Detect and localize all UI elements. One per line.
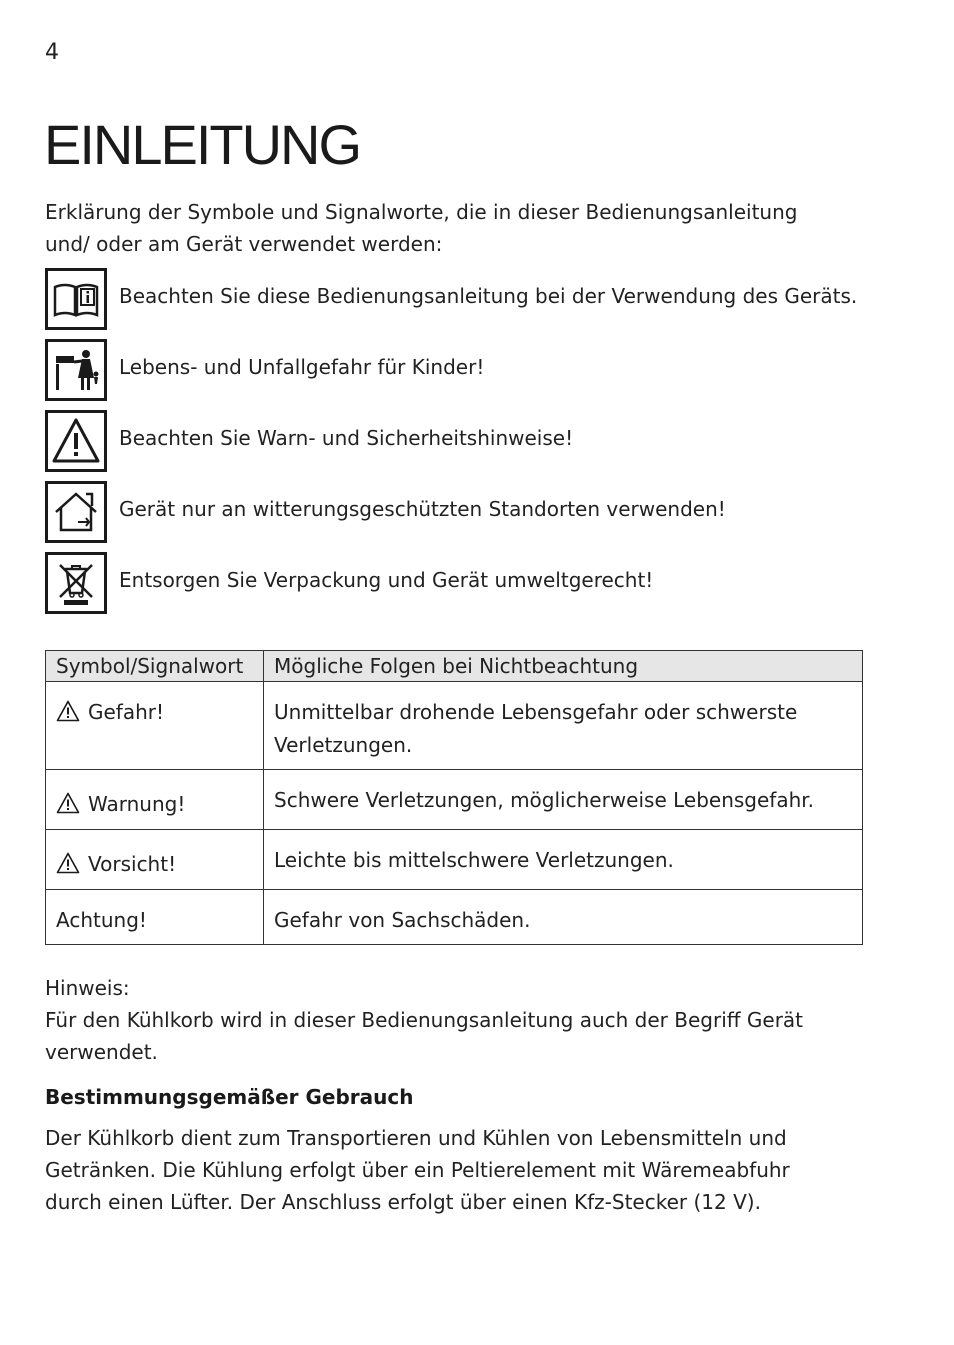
signal-word-table bbox=[45, 650, 863, 945]
symbol-box bbox=[45, 552, 107, 614]
consequence-cell: Leichte bis mittelschwere Verletzungen. bbox=[264, 830, 863, 890]
table-header-row bbox=[46, 651, 863, 682]
symbol-row-indoor bbox=[45, 481, 905, 543]
manual-info-icon bbox=[52, 275, 100, 323]
symbol-text: Gerät nur an witterungsgeschützten Standorten verwenden! bbox=[119, 497, 726, 521]
column-header-symbol: Symbol/Signalwort bbox=[46, 651, 264, 682]
note-label: Hinweis: bbox=[45, 976, 130, 1000]
consequence-cell: Unmittelbar drohende Lebensgefahr oder schwerste Verletzungen. bbox=[264, 682, 863, 770]
section-heading: Bestimmungsgemäßer Gebrauch bbox=[45, 1085, 414, 1109]
signal-cell: Achtung! bbox=[46, 890, 264, 945]
section-paragraph: Der Kühlkorb dient zum Transportieren und Kühlen von Lebensmitteln und Getränken. Die Kühlung erfolgt über ein Peltierelement mit Wäremeabfuhr durch einen Lüfter. Der Anschluss erfolgt über einen Kfz-Stecker (12 V). bbox=[45, 1126, 790, 1214]
page-title: EINLEITUNG bbox=[44, 113, 361, 176]
table-row bbox=[46, 770, 863, 830]
symbol-text: Beachten Sie Warn- und Sicherheitshinweise! bbox=[119, 426, 574, 450]
column-header-consequence: Mögliche Folgen bei Nichtbeachtung bbox=[264, 651, 863, 682]
symbol-row-manual bbox=[45, 268, 905, 330]
symbol-text: Beachten Sie diese Bedienungsanleitung bei der Verwendung des Geräts. bbox=[119, 284, 858, 308]
warning-triangle-icon bbox=[52, 417, 100, 465]
warning-triangle-icon bbox=[56, 700, 80, 722]
symbol-box bbox=[45, 268, 107, 330]
child-danger-icon bbox=[52, 346, 100, 394]
symbol-text: Entsorgen Sie Verpackung und Gerät umweltgerecht! bbox=[119, 568, 654, 592]
table-row bbox=[46, 830, 863, 890]
page-number: 4 bbox=[45, 40, 59, 65]
warning-triangle-icon bbox=[56, 852, 80, 874]
symbol-row-child-danger bbox=[45, 339, 905, 401]
signal-word: Vorsicht! bbox=[88, 852, 177, 876]
symbol-box bbox=[45, 339, 107, 401]
warning-triangle-icon bbox=[56, 792, 80, 814]
symbol-box bbox=[45, 410, 107, 472]
signal-cell bbox=[46, 770, 264, 830]
signal-cell bbox=[46, 682, 264, 770]
symbol-box bbox=[45, 481, 107, 543]
crossed-bin-icon bbox=[52, 559, 100, 607]
symbol-row-warning bbox=[45, 410, 905, 472]
consequence-cell: Gefahr von Sachschäden. bbox=[264, 890, 863, 945]
table-row bbox=[46, 890, 863, 945]
note-block bbox=[45, 972, 845, 1068]
symbol-text: Lebens- und Unfallgefahr für Kinder! bbox=[119, 355, 485, 379]
signal-cell bbox=[46, 830, 264, 890]
consequence-cell: Schwere Verletzungen, möglicherweise Lebensgefahr. bbox=[264, 770, 863, 830]
intro-text: Erklärung der Symbole und Signalworte, die in dieser Bedienungsanleitung und/ oder am Gerät verwendet werden: bbox=[45, 200, 798, 256]
indoor-house-icon bbox=[52, 488, 100, 536]
note-text: Für den Kühlkorb wird in dieser Bedienungsanleitung auch der Begriff Gerät verwendet. bbox=[45, 1008, 804, 1064]
signal-word: Gefahr! bbox=[88, 700, 165, 724]
table-row bbox=[46, 682, 863, 770]
symbol-row-disposal bbox=[45, 552, 905, 614]
signal-word: Warnung! bbox=[88, 792, 186, 816]
